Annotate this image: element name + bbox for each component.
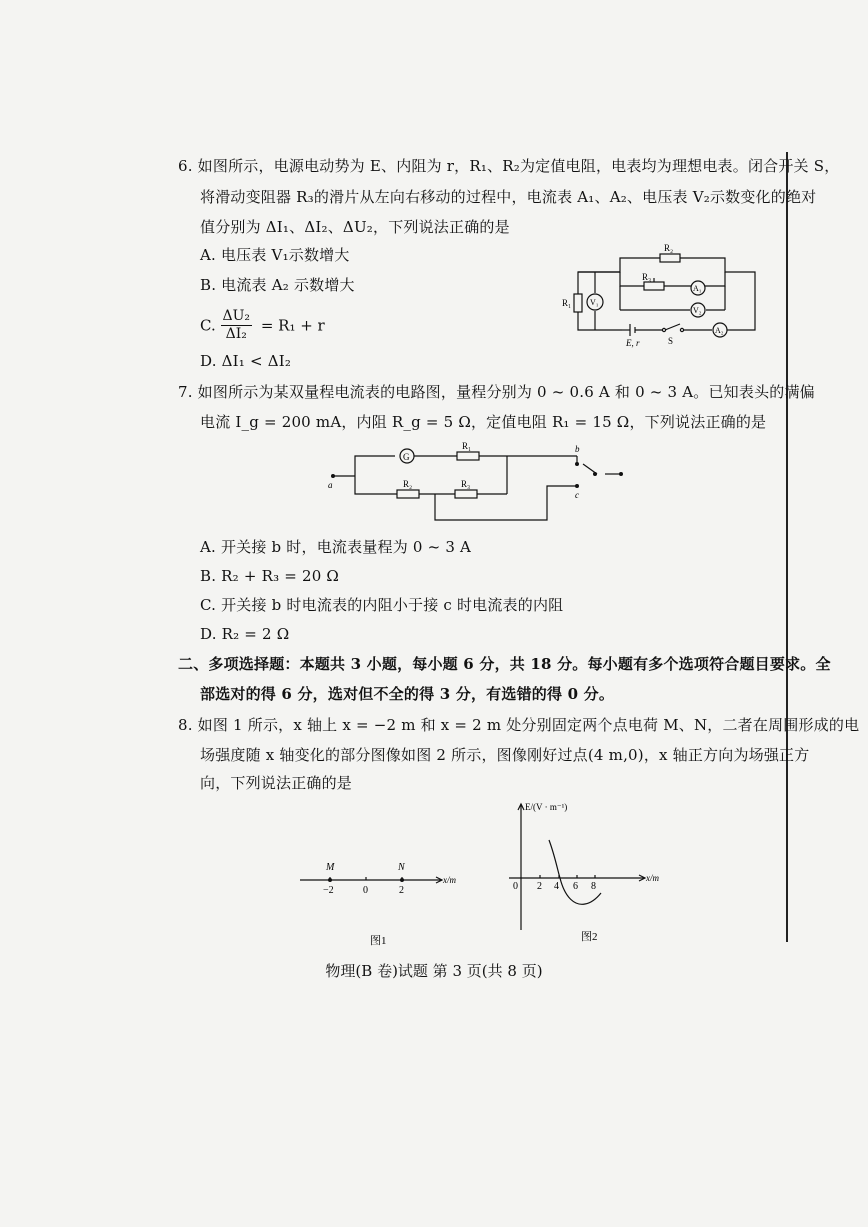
section2-heading-line1: 二、多项选择题：本题共 3 小题，每小题 6 分，共 18 分。每小题有多个选项符合题目要求。全 xyxy=(178,655,831,673)
q7-label-b: b xyxy=(575,444,580,454)
q7-stem-line1: 7. 如图所示为某双量程电流表的电路图，量程分别为 0 ~ 0.6 A 和 0 ~ 3 A。已知表头的满偏 xyxy=(178,383,815,401)
fig2-tick-8: 8 xyxy=(591,881,596,892)
q7-label-c: c xyxy=(575,490,579,500)
q6-label-a1: A₁ xyxy=(693,284,702,293)
q6-option-c xyxy=(200,308,325,343)
fig2-y-axis-label: E/(V · m⁻¹) xyxy=(525,802,568,812)
q6-label-emf: E, r xyxy=(626,338,640,348)
q6-label-a2: A₂ xyxy=(715,326,724,335)
q6-stem-line3: 值分别为 ΔI₁、ΔI₂、ΔU₂，下列说法正确的是 xyxy=(200,218,510,236)
fig1-tick-2: 2 xyxy=(399,885,404,896)
q7-label-r1: R₁ xyxy=(462,441,472,451)
q6-stem-line2: 将滑动变阻器 R₃的滑片从左向右移动的过程中，电流表 A₁、A₂、电压表 V₂示数变化的绝对 xyxy=(200,188,817,206)
fig1-tick-0: 0 xyxy=(363,885,368,896)
q6-option-c-rhs: = R₁ + r xyxy=(260,316,325,335)
q7-label-g: G xyxy=(403,452,410,462)
fig2-tick-0: 0 xyxy=(513,881,518,892)
q6-label-switch: S xyxy=(668,336,674,346)
q7-label-r2: R₂ xyxy=(403,479,413,489)
q7-option-d: D. R₂ = 2 Ω xyxy=(200,625,290,643)
q8-figure2 xyxy=(505,798,685,948)
section2-heading-line2: 部选对的得 6 分，选对但不全的得 3 分，有选错的得 0 分。 xyxy=(200,685,615,703)
q6-option-c-label: C. xyxy=(200,316,216,335)
fig2-tick-2: 2 xyxy=(537,881,542,892)
q6-option-b: B. 电流表 A₂ 示数增大 xyxy=(200,276,355,294)
q6-label-v2: V₂ xyxy=(693,306,702,315)
q8-stem-line3: 向，下列说法正确的是 xyxy=(200,774,353,792)
q6-circuit-diagram xyxy=(560,238,760,350)
fig1-caption: 图1 xyxy=(370,935,387,947)
fig2-x-axis-label: x/m xyxy=(646,873,659,883)
q6-label-r2: R₂ xyxy=(664,243,674,253)
q8-stem-line1: 8. 如图 1 所示，x 轴上 x = −2 m 和 x = 2 m 处分别固定两个点电荷 M、N，二者在周围形成的电 xyxy=(178,716,860,734)
q7-option-b: B. R₂ + R₃ = 20 Ω xyxy=(200,567,340,585)
q6-stem-line1: 6. 如图所示，电源电动势为 E、内阻为 r，R₁、R₂为定值电阻，电表均为理想电表。闭合开关 S， xyxy=(178,157,840,175)
q6-label-v1: V₁ xyxy=(590,298,599,307)
q7-stem-line2: 电流 I_g = 200 mA，内阻 R_g = 5 Ω，定值电阻 R₁ = 15 Ω，下列说法正确的是 xyxy=(200,413,767,431)
q8-stem-line2: 场强度随 x 轴变化的部分图像如图 2 所示，图像刚好过点(4 m,0)，x 轴正方向为场强正方 xyxy=(200,746,810,764)
q7-label-a: a xyxy=(328,480,333,490)
page-footer: 物理(B 卷)试题 第 3 页(共 8 页) xyxy=(325,962,543,980)
q6-label-r3: R₃ xyxy=(642,272,652,282)
fig2-caption: 图2 xyxy=(581,931,598,943)
q6-option-d: D. ΔI₁ < ΔI₂ xyxy=(200,352,292,370)
fraction-numerator: ΔU₂ xyxy=(222,308,251,324)
fig2-tick-6: 6 xyxy=(573,881,578,892)
q6-option-a: A. 电压表 V₁示数增大 xyxy=(200,246,350,264)
fraction-denominator: ΔI₂ xyxy=(225,326,247,342)
q7-circuit-diagram xyxy=(325,440,635,530)
q6-label-r1: R₁ xyxy=(562,298,572,308)
fig1-label-n: N xyxy=(398,862,405,873)
q7-label-r3: R₃ xyxy=(461,479,471,489)
q7-option-c: C. 开关接 b 时电流表的内阻小于接 c 时电流表的内阻 xyxy=(200,596,564,614)
fig2-tick-4: 4 xyxy=(554,881,559,892)
fig1-tick-neg2: −2 xyxy=(323,885,334,896)
q7-option-a: A. 开关接 b 时，电流表量程为 0 ~ 3 A xyxy=(200,538,472,556)
fig1-label-m: M xyxy=(326,862,335,873)
margin-rule xyxy=(786,152,788,942)
q6-option-c-fraction xyxy=(221,308,253,343)
fig1-axis-label: x/m xyxy=(443,875,456,885)
q8-figure1 xyxy=(296,850,476,950)
